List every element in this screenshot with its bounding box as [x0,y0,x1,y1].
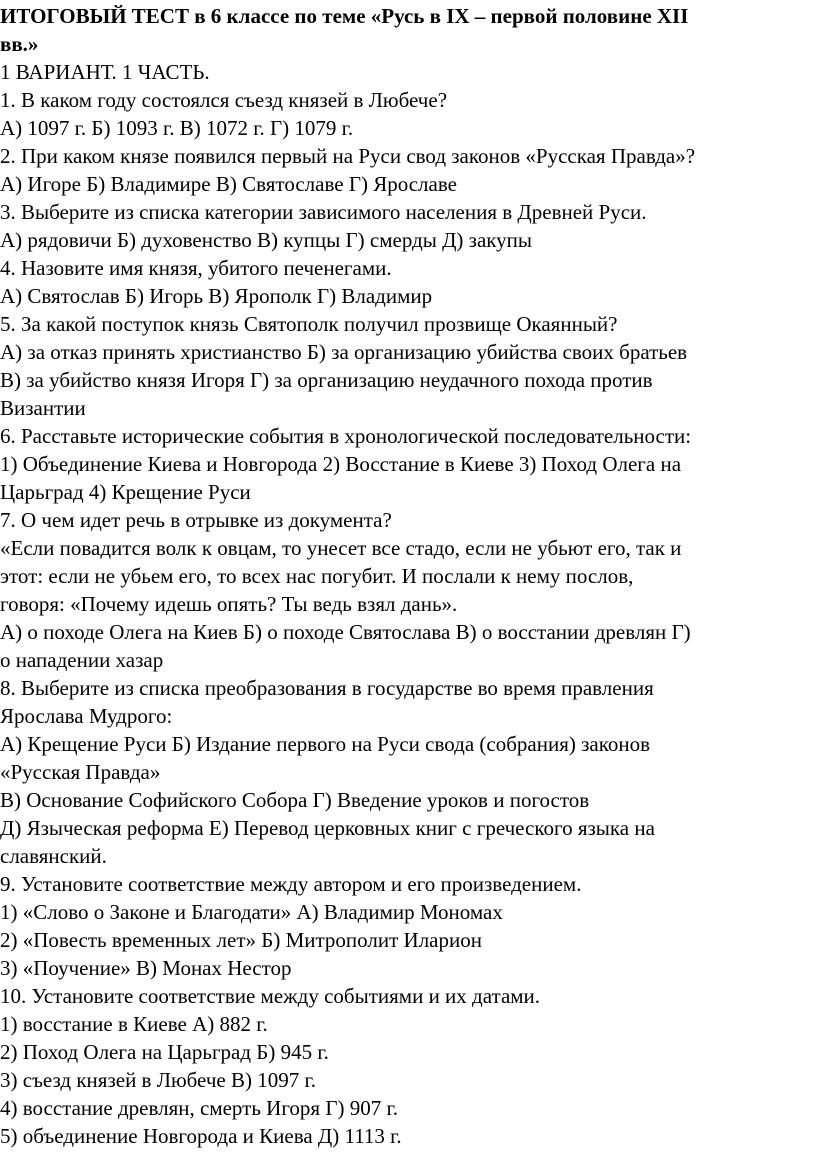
matching-row-10: 5) объединение Новгорода и Киева Д) 1113 г. [0,1124,402,1148]
question-9: 9. Установите соответствие между автором и его произведением. [0,872,582,896]
test-document [0,2,816,1150]
answer-options-6: 1) Объединение Киева и Новгорода 2) Восстание в Киеве 3) Поход Олега на [0,452,682,476]
document-quote: «Если повадится волк к овцам, то унесет все стадо, если не убьют его, так и [0,536,682,560]
document-title [0,2,816,58]
document-quote: этот: если не убьем его, то всех нас погубит. И послали к нему послов, [0,564,634,588]
answer-options-5: А) за отказ принять христианство Б) за организацию убийства своих братьев [0,340,688,364]
answer-options-5: Византии [0,396,86,420]
answer-options-7: А) о походе Олега на Киев Б) о походе Святослава В) о восстании древлян Г) [0,620,691,644]
question-8: 8. Выберите из списка преобразования в государстве во время правления [0,676,654,700]
title-line: вв.» [0,32,39,56]
matching-row-9: 1) «Слово о Законе и Благодати» А) Владимир Мономах [0,900,503,924]
document-body [0,58,816,1150]
question-5: 5. За какой поступок князь Святополк получил прозвище Окаянный? [0,312,618,336]
answer-options-5: В) за убийство князя Игоря Г) за организацию неудачного похода против [0,368,653,392]
matching-row-10: 2) Поход Олега на Царьград Б) 945 г. [0,1040,329,1064]
matching-row-10: 3) съезд князей в Любече В) 1097 г. [0,1068,316,1092]
question-6: 6. Расставьте исторические события в хронологической последовательности: [0,424,692,448]
answer-options-7: о нападении хазар [0,648,164,672]
answer-options-8: славянский. [0,844,107,868]
answer-options-2: А) Игоре Б) Владимире В) Святославе Г) Ярославе [0,172,457,196]
matching-row-10: 1) восстание в Киеве А) 882 г. [0,1012,268,1036]
answer-options-4: А) Святослав Б) Игорь В) Ярополк Г) Владимир [0,284,433,308]
answer-options-8: В) Основание Софийского Собора Г) Введение уроков и погостов [0,788,590,812]
question-8: Ярослава Мудрого: [0,704,173,728]
answer-options-8: А) Крещение Руси Б) Издание первого на Руси свода (собрания) законов [0,732,651,756]
question-10: 10. Установите соответствие между событиями и их датами. [0,984,541,1008]
title-line: ИТОГОВЫЙ ТЕСТ в 6 классе по теме «Русь в IX – первой половине XII [0,4,689,28]
question-1: 1. В каком году состоялся съезд князей в Любече? [0,88,448,112]
matching-row-9: 3) «Поучение» В) Монах Нестор [0,956,292,980]
document-quote: говоря: «Почему идешь опять? Ты ведь взял дань». [0,592,458,616]
answer-options-6: Царьград 4) Крещение Руси [0,480,251,504]
answer-options-3: А) рядовичи Б) духовенство В) купцы Г) смерды Д) закупы [0,228,533,252]
answer-options-8: Д) Языческая реформа Е) Перевод церковных книг с греческого языка на [0,816,655,840]
variant-heading: 1 ВАРИАНТ. 1 ЧАСТЬ. [0,60,210,84]
question-7: 7. О чем идет речь в отрывке из документа? [0,508,392,532]
answer-options-8: «Русская Правда» [0,760,161,784]
question-2: 2. При каком князе появился первый на Руси свод законов «Русская Правда»? [0,144,696,168]
answer-options-1: А) 1097 г. Б) 1093 г. В) 1072 г. Г) 1079 г. [0,116,354,140]
matching-row-9: 2) «Повесть временных лет» Б) Митрополит Иларион [0,928,482,952]
matching-row-10: 4) восстание древлян, смерть Игоря Г) 907 г. [0,1096,398,1120]
question-4: 4. Назовите имя князя, убитого печенегами. [0,256,392,280]
question-3: 3. Выберите из списка категории зависимого населения в Древней Руси. [0,200,647,224]
